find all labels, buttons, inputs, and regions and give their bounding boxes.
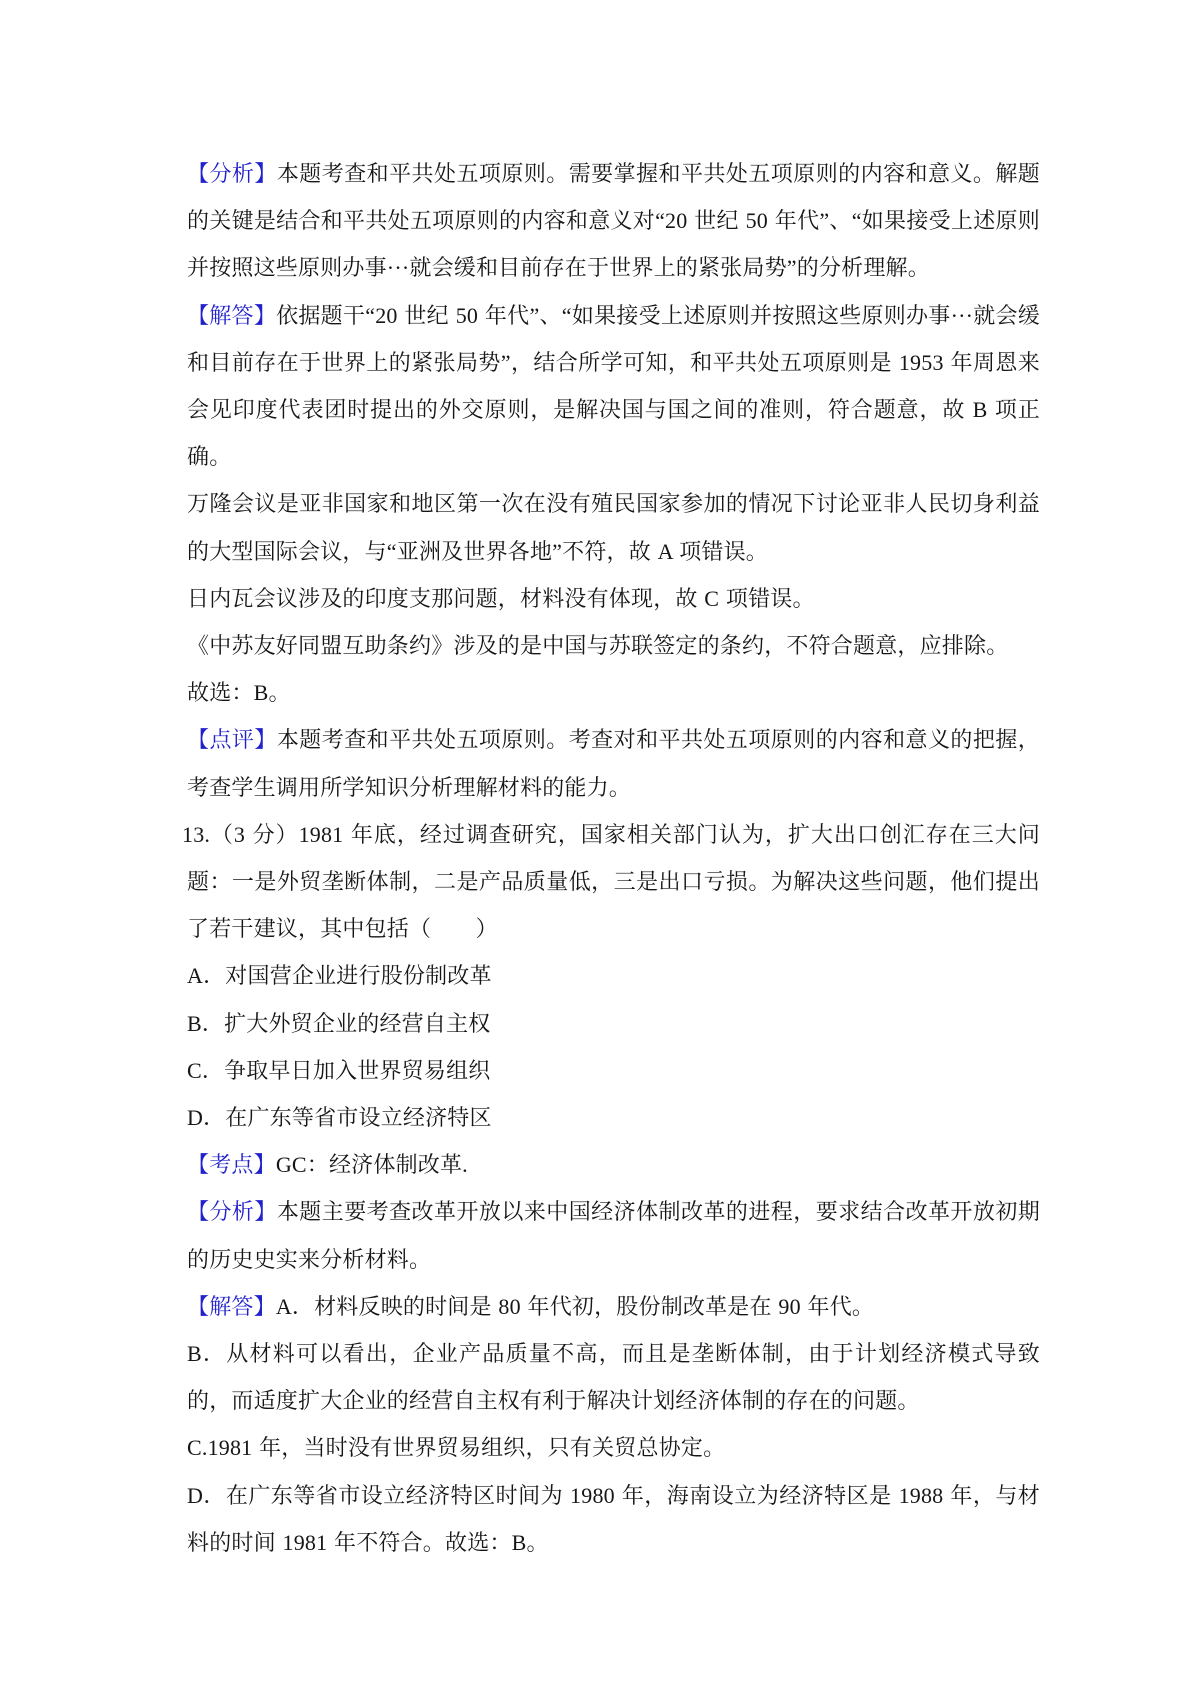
- answer-text: A．材料反映的时间是 80 年代初，股份制改革是在 90 年代。: [275, 1293, 875, 1319]
- answer-label: 【解答】: [187, 302, 277, 328]
- question-13-option-a: [187, 952, 1040, 999]
- answer-text: 依据题干“20 世纪 50 年代”、“如果接受上述原则并按照这些原则办事···就会缓和目前存在于世界上的紧张局势”，结合所学可知，和平共处五项原则是 1953 年周恩来会见印度代表团时提出的外交原则，是解决国与国之间的准则，符合题意，故 B 项正确。: [187, 302, 1040, 470]
- question-13-stem: [182, 811, 1040, 953]
- answer-option-b-explanation-q13: [187, 1330, 1040, 1424]
- option-text: A．对国营企业进行股份制改革: [187, 963, 492, 989]
- answer-paragraph-q12: [187, 292, 1040, 481]
- answer-option-d-explanation-q12: [187, 622, 1040, 669]
- answer-label: 【解答】: [187, 1293, 276, 1319]
- analysis-label: 【分析】: [187, 1199, 277, 1225]
- keypoint-paragraph-q13: [187, 1141, 1040, 1188]
- option-text: B．扩大外贸企业的经营自主权: [187, 1010, 491, 1036]
- answer-option-a-explanation-q12: [187, 480, 1040, 574]
- question-text: 13.（3 分）1981 年底，经过调查研究，国家相关部门认为，扩大出口创汇存在三大问题：一是外贸垄断体制，二是产品质量低，三是出口亏损。为解决这些问题，他们提出了若干建议，其中包括（ ）: [182, 821, 1040, 942]
- answer-option-c-explanation-q12: [187, 575, 1040, 622]
- answer-option-d-explanation-q13: [187, 1472, 1040, 1566]
- comment-text: 本题考查和平共处五项原则。考查对和平共处五项原则的内容和意义的把握，考查学生调用所学知识分析理解材料的能力。: [187, 727, 1040, 800]
- question-13-option-d: [187, 1094, 1040, 1141]
- analysis-paragraph-q12: [187, 150, 1040, 292]
- question-13-option-c: [187, 1047, 1040, 1094]
- keypoint-label: 【考点】: [187, 1152, 276, 1178]
- paragraph-text: D．在广东等省市设立经济特区时间为 1980 年，海南设立为经济特区是 1988 年，与材料的时间 1981 年不符合。故选：B。: [187, 1482, 1040, 1555]
- paragraph-text: 《中苏友好同盟互助条约》涉及的是中国与苏联签定的条约，不符合题意，应排除。: [187, 633, 1009, 659]
- analysis-text: 本题考查和平共处五项原则。需要掌握和平共处五项原则的内容和意义。解题的关键是结合和平共处五项原则的内容和意义对“20 世纪 50 年代”、“如果接受上述原则并按照这些原则办事···就会缓和目前存在于世界上的紧张局势”的分析理解。: [187, 161, 1040, 281]
- option-text: C．争取早日加入世界贸易组织: [187, 1057, 491, 1083]
- analysis-text: 本题主要考查改革开放以来中国经济体制改革的进程，要求结合改革开放初期的历史史实来分析材料。: [187, 1199, 1040, 1272]
- paragraph-text: C.1981 年，当时没有世界贸易组织，只有关贸总协定。: [187, 1435, 726, 1461]
- analysis-label: 【分析】: [187, 161, 277, 186]
- analysis-paragraph-q13: [187, 1188, 1040, 1282]
- paragraph-text: 日内瓦会议涉及的印度支那问题，材料没有体现，故 C 项错误。: [187, 585, 815, 611]
- paragraph-text: B．从材料可以看出，企业产品质量不高，而且是垄断体制，由于计划经济模式导致的，而适度扩大企业的经营自主权有利于解决计划经济体制的存在的问题。: [187, 1341, 1040, 1414]
- answer-paragraph-q13: [187, 1283, 1040, 1330]
- comment-paragraph-q12: [187, 716, 1040, 810]
- question-13-option-b: [187, 1000, 1040, 1047]
- final-answer-q12: [187, 669, 1040, 716]
- keypoint-text: GC：经济体制改革.: [275, 1152, 468, 1178]
- answer-option-c-explanation-q13: [187, 1424, 1040, 1471]
- comment-label: 【点评】: [187, 727, 277, 753]
- option-text: D．在广东等省市设立经济特区: [187, 1105, 492, 1131]
- paragraph-text: 故选：B。: [187, 680, 291, 706]
- paragraph-text: 万隆会议是亚非国家和地区第一次在没有殖民国家参加的情况下讨论亚非人民切身利益的大型国际会议，与“亚洲及世界各地”不符，故 A 项错误。: [187, 491, 1040, 564]
